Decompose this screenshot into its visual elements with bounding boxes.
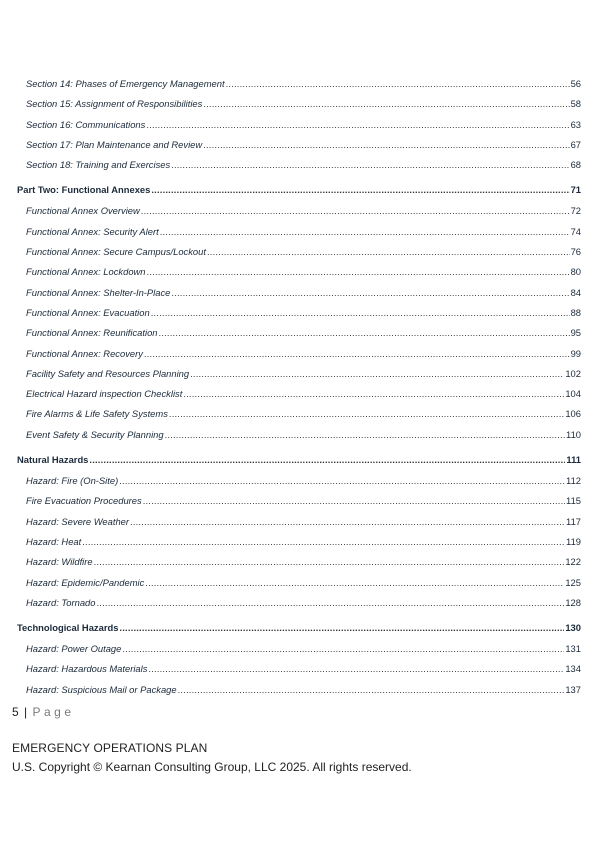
toc-entry[interactable] — [17, 204, 581, 224]
toc-leader-dots — [141, 204, 570, 218]
toc-entry-page-number: 95 — [570, 327, 581, 339]
toc-entry[interactable] — [17, 407, 581, 427]
toc-entry-page-number: 131 — [565, 643, 581, 655]
toc-entry-label: Hazard: Wildfire — [26, 556, 93, 568]
toc-leader-dots — [89, 453, 565, 467]
toc-leader-dots — [94, 555, 565, 569]
toc-leader-dots — [159, 326, 570, 340]
toc-entry-page-number: 119 — [566, 535, 581, 547]
toc-entry-page-number: 76 — [570, 246, 581, 258]
toc-entry-label: Hazard: Heat — [26, 535, 82, 547]
toc-leader-dots — [190, 367, 564, 381]
toc-part-heading[interactable] — [17, 453, 581, 474]
toc-leader-dots — [148, 662, 564, 676]
toc-entry-page-number: 134 — [565, 663, 581, 675]
toc-entry-label: Hazard: Epidemic/Pandemic — [26, 576, 145, 588]
toc-leader-dots — [82, 535, 565, 549]
toc-entry-page-number: 137 — [565, 683, 581, 695]
toc-leader-dots — [183, 387, 564, 401]
toc-entry-page-number: 84 — [570, 286, 581, 298]
toc-entry-page-number: 128 — [565, 596, 581, 608]
toc-entry[interactable] — [17, 642, 581, 662]
toc-leader-dots — [144, 347, 570, 361]
toc-entry-page-number: 110 — [566, 428, 581, 440]
toc-entry[interactable] — [17, 367, 581, 387]
toc-leader-dots — [119, 474, 565, 488]
toc-entry[interactable] — [17, 265, 581, 285]
toc-entry[interactable] — [17, 306, 581, 326]
toc-entry[interactable] — [17, 683, 581, 703]
toc-entry[interactable] — [17, 535, 581, 555]
table-of-contents — [17, 77, 581, 703]
toc-leader-dots — [122, 642, 564, 656]
toc-entry[interactable] — [17, 286, 581, 306]
toc-entry-label: Functional Annex: Recovery — [26, 347, 143, 359]
toc-entry[interactable] — [17, 158, 581, 178]
page-number: 5 — [12, 705, 19, 719]
toc-leader-dots — [146, 118, 569, 132]
toc-entry-page-number: 130 — [565, 622, 581, 634]
toc-leader-dots — [165, 428, 565, 442]
toc-entry-label: Natural Hazards — [17, 454, 89, 466]
toc-entry-label: Functional Annex: Shelter-In-Place — [26, 286, 171, 298]
toc-leader-dots — [145, 576, 564, 590]
toc-entry-page-number: 99 — [570, 347, 581, 359]
toc-entry-label: Section 16: Communications — [26, 118, 146, 130]
toc-entry[interactable] — [17, 596, 581, 616]
toc-leader-dots — [178, 683, 565, 697]
toc-entry-label: Electrical Hazard inspection Checklist — [26, 388, 183, 400]
toc-entry-page-number: 74 — [570, 225, 581, 237]
toc-entry-page-number: 71 — [570, 184, 581, 196]
toc-entry-label: Functional Annex Overview — [26, 205, 140, 217]
toc-entry-label: Functional Annex: Secure Campus/Lockout — [26, 246, 206, 258]
toc-leader-dots — [143, 494, 565, 508]
toc-entry[interactable] — [17, 245, 581, 265]
toc-entry-label: Hazard: Tornado — [26, 596, 96, 608]
toc-entry-page-number: 112 — [566, 475, 581, 487]
copyright-notice: U.S. Copyright © Kearnan Consulting Group, LLC 2025. All rights reserved. — [12, 760, 412, 774]
toc-entry[interactable] — [17, 97, 581, 117]
toc-entry-page-number: 102 — [565, 367, 581, 379]
toc-entry-page-number: 63 — [570, 118, 581, 130]
toc-leader-dots — [147, 265, 570, 279]
toc-entry[interactable] — [17, 474, 581, 494]
toc-entry[interactable] — [17, 662, 581, 682]
toc-entry[interactable] — [17, 515, 581, 535]
toc-entry-label: Facility Safety and Resources Planning — [26, 367, 190, 379]
toc-entry-label: Hazard: Power Outage — [26, 643, 122, 655]
toc-entry-label: Section 14: Phases of Emergency Management — [26, 78, 225, 89]
toc-entry-label: Functional Annex: Evacuation — [26, 306, 150, 318]
toc-entry-label: Functional Annex: Reunification — [26, 327, 158, 339]
toc-entry[interactable] — [17, 77, 581, 97]
toc-leader-dots — [160, 225, 570, 239]
toc-entry-label: Hazard: Severe Weather — [26, 515, 130, 527]
toc-leader-dots — [169, 407, 564, 421]
page-number-footer — [12, 705, 75, 719]
toc-entry-label: Functional Annex: Lockdown — [26, 266, 146, 278]
toc-entry-page-number: 72 — [570, 205, 581, 217]
toc-entry-label: Fire Evacuation Procedures — [26, 495, 142, 507]
toc-entry-label: Fire Alarms & Life Safety Systems — [26, 408, 168, 420]
toc-leader-dots — [97, 596, 565, 610]
toc-leader-dots — [226, 77, 570, 91]
toc-entry-label: Hazard: Fire (On-Site) — [26, 475, 119, 487]
toc-entry-page-number: 67 — [570, 138, 581, 150]
toc-entry-page-number: 56 — [570, 78, 581, 89]
toc-entry-label: Part Two: Functional Annexes — [17, 184, 151, 196]
toc-entry[interactable] — [17, 555, 581, 575]
toc-entry[interactable] — [17, 326, 581, 346]
toc-leader-dots — [207, 245, 570, 259]
toc-entry-label: Section 15: Assignment of Responsibilities — [26, 98, 203, 110]
toc-leader-dots — [151, 306, 570, 320]
toc-entry-page-number: 104 — [565, 388, 581, 400]
toc-entry-page-number: 117 — [566, 515, 581, 527]
toc-entry[interactable] — [17, 118, 581, 138]
toc-entry-page-number: 106 — [565, 408, 581, 420]
toc-entry-label: Hazard: Hazardous Materials — [26, 663, 148, 675]
toc-part-heading[interactable] — [17, 621, 581, 642]
toc-entry[interactable] — [17, 138, 581, 158]
toc-leader-dots — [130, 515, 565, 529]
toc-entry-page-number: 58 — [570, 98, 581, 110]
toc-entry-page-number: 111 — [566, 454, 581, 466]
toc-entry-page-number: 125 — [565, 576, 581, 588]
toc-entry-label: Section 18: Training and Exercises — [26, 159, 171, 171]
toc-entry[interactable] — [17, 494, 581, 514]
toc-leader-dots — [203, 97, 569, 111]
toc-entry-page-number: 122 — [565, 556, 581, 568]
toc-entry-label: Section 17: Plan Maintenance and Review — [26, 138, 203, 150]
toc-leader-dots — [151, 183, 569, 197]
toc-entry[interactable] — [17, 387, 581, 407]
toc-entry-page-number: 88 — [570, 306, 581, 318]
toc-entry[interactable] — [17, 347, 581, 367]
toc-leader-dots — [119, 621, 564, 635]
toc-entry-page-number: 115 — [566, 495, 581, 507]
toc-entry-page-number: 80 — [570, 266, 581, 278]
toc-leader-dots — [171, 158, 569, 172]
toc-entry[interactable] — [17, 428, 581, 448]
toc-leader-dots — [203, 138, 569, 152]
toc-entry[interactable] — [17, 576, 581, 596]
document-title: EMERGENCY OPERATIONS PLAN — [12, 741, 208, 755]
toc-part-heading[interactable] — [17, 183, 581, 204]
toc-entry-label: Functional Annex: Security Alert — [26, 225, 159, 237]
toc-entry-label: Event Safety & Security Planning — [26, 428, 164, 440]
toc-leader-dots — [171, 286, 569, 300]
page-separator: | — [24, 705, 28, 719]
toc-entry-label: Hazard: Suspicious Mail or Package — [26, 683, 177, 695]
toc-entry-label: Technological Hazards — [17, 622, 119, 634]
page-word: Page — [32, 705, 75, 719]
toc-entry[interactable] — [17, 225, 581, 245]
toc-entry-page-number: 68 — [570, 159, 581, 171]
